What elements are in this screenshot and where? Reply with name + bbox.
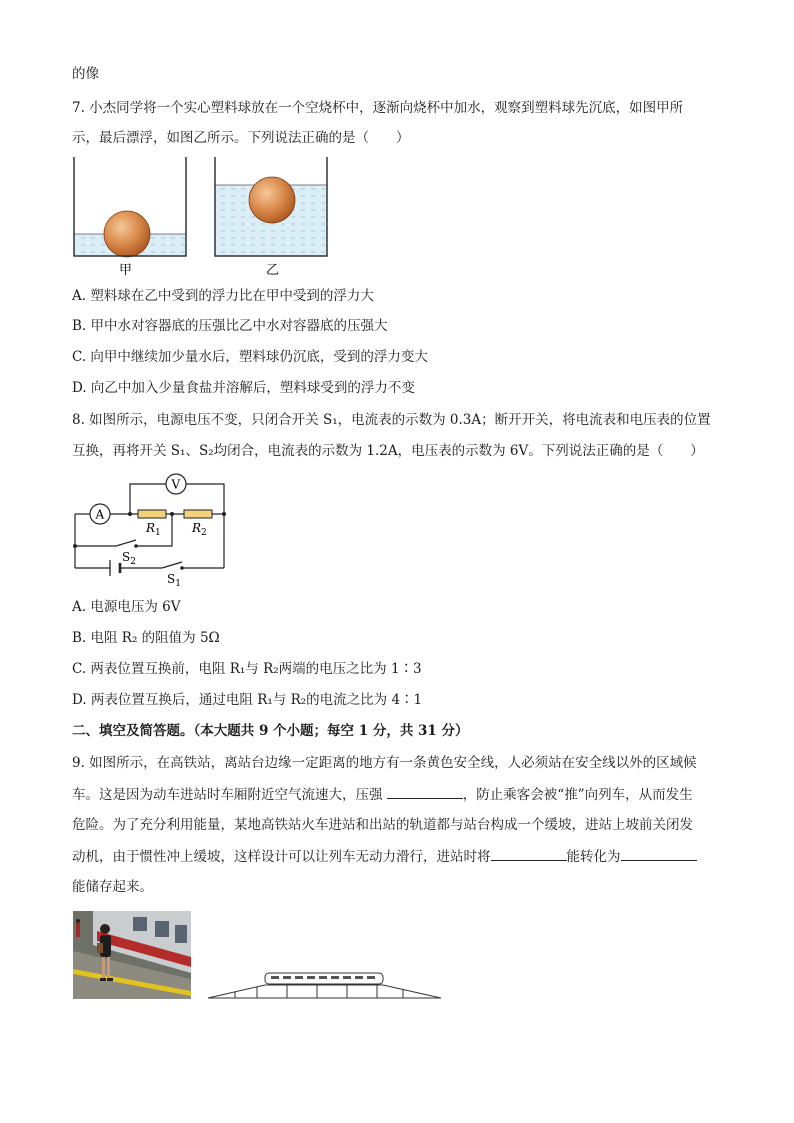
q8-option-b: B. 电阻 R₂ 的阻值为 5Ω	[72, 630, 220, 646]
beaker-a	[74, 157, 186, 257]
s2-label: $S_2$	[122, 550, 136, 567]
q7-option-b: B. 甲中水对容器底的压强比乙中水对容器底的压强大	[72, 318, 388, 334]
switch-s1-icon	[180, 566, 184, 570]
q8-option-c: C. 两表位置互换前，电阻 R₁与 R₂两端的电压之比为 1∶3	[72, 661, 422, 677]
q8-option-a: A. 电源电压为 6V	[72, 599, 181, 615]
fig-label-b: 乙	[266, 263, 280, 278]
top-fragment: 的像	[72, 66, 99, 82]
q8-stem-line1: 8. 如图所示，电源电压不变，只闭合开关 S₁，电流表的示数为 0.3A；断开开关，将电流表和电压表的位置	[72, 412, 711, 428]
q8-circuit-diagram	[70, 470, 240, 590]
resistor-r1-icon	[138, 510, 166, 518]
section2-heading: 二、填空及简答题。（本大题共 9 个小题；每空 1 分，共 31 分）	[72, 723, 469, 739]
battery-icon	[110, 560, 120, 576]
q9-line3: 危险。为了充分利用能量，某地高铁站火车进站和出站的轨道都与站台构成一个缓坡，进站上坡前关闭发	[72, 817, 693, 833]
train-icon	[265, 973, 383, 984]
q9-blank-2[interactable]	[491, 846, 567, 861]
q7-option-c: C. 向甲中继续加少量水后，塑料球仍沉底，受到的浮力变大	[72, 349, 428, 365]
q9-line1: 9. 如图所示，在高铁站，离站台边缘一定距离的地方有一条黄色安全线，人必须站在安全线以外的区域候	[72, 755, 697, 771]
q9-station-photo	[73, 911, 191, 999]
ammeter-label: A	[95, 507, 105, 522]
switch-s2-icon	[134, 544, 138, 548]
beaker-b	[215, 157, 327, 256]
resistor-r2-icon	[184, 510, 212, 518]
r2-label: $R_2$	[192, 521, 207, 538]
s1-label: $S_1$	[167, 572, 181, 589]
q9-blank-1[interactable]	[387, 784, 463, 799]
ball-a	[104, 211, 150, 257]
q7-stem-line2: 示，最后漂浮，如图乙所示。下列说法正确的是（ ）	[72, 130, 410, 146]
q9-line2: 车。这是因为动车进站时车厢附近空气流速大，压强 ，防止乘客会被“推”向列车，从而发生	[72, 784, 693, 805]
q9-slope-diagram	[207, 968, 443, 1002]
fig-label-a: 甲	[119, 263, 133, 278]
r1-label: $R_1$	[146, 521, 161, 538]
voltmeter-label: V	[171, 477, 181, 492]
q7-option-a: A. 塑料球在乙中受到的浮力比在甲中受到的浮力大	[72, 288, 374, 304]
q7-figure-beakers	[70, 157, 340, 282]
q9-line4: 动机，由于惯性冲上缓坡，这样设计可以让列车无动力滑行，进站时将 能转化为	[72, 846, 697, 867]
q8-stem-line2: 互换，再将开关 S₁、S₂均闭合，电流表的示数为 1.2A，电压表的示数为 6V。下列说法正确的是（ ）	[72, 443, 704, 459]
q9-blank-3[interactable]	[621, 846, 697, 861]
q9-line5: 能储存起来。	[72, 879, 153, 895]
ball-b	[249, 177, 295, 223]
q8-option-d: D. 两表位置互换后，通过电阻 R₁与 R₂的电流之比为 4∶1	[72, 692, 423, 708]
q7-stem-line1: 7. 小杰同学将一个实心塑料球放在一个空烧杯中，逐渐向烧杯中加水，观察到塑料球先沉底，如图甲所	[72, 100, 684, 116]
q7-option-d: D. 向乙中加入少量食盐并溶解后，塑料球受到的浮力不变	[72, 380, 415, 396]
